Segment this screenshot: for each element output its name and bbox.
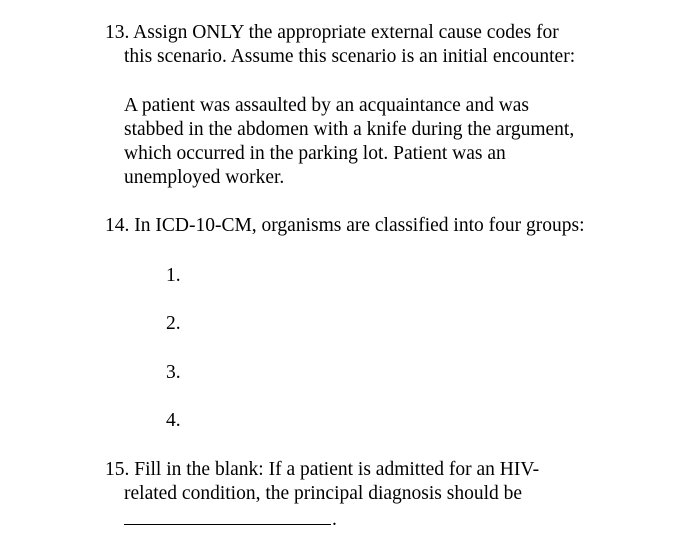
q14-item-1: 1. (166, 265, 181, 286)
q13-scenario-line-2: stabbed in the abdomen with a knife during the argument, (124, 119, 575, 140)
q13-scenario-line-4: unemployed worker. (124, 167, 285, 188)
q14-prompt: 14. In ICD-10-CM, organisms are classified into four groups: (105, 215, 585, 236)
q14-item-4: 4. (166, 410, 181, 431)
q14-item-2: 2. (166, 313, 181, 334)
q13-scenario-line-3: which occurred in the parking lot. Patient was an (124, 143, 506, 164)
q15-prompt-line-2: related condition, the principal diagnosis should be (124, 483, 523, 504)
q15-answer-line (124, 506, 337, 532)
q15-prompt-line-1: 15. Fill in the blank: If a patient is admitted for an HIV- (105, 459, 540, 480)
q13-prompt-line-2: this scenario. Assume this scenario is an initial encounter: (124, 46, 576, 67)
answer-blank[interactable] (124, 506, 331, 525)
q13-prompt-line-1: 13. Assign ONLY the appropriate external cause codes for (105, 22, 559, 43)
q14-item-3: 3. (166, 362, 181, 383)
answer-blank-period: . (332, 509, 337, 530)
q13-scenario-line-1: A patient was assaulted by an acquaintance and was (124, 95, 530, 116)
